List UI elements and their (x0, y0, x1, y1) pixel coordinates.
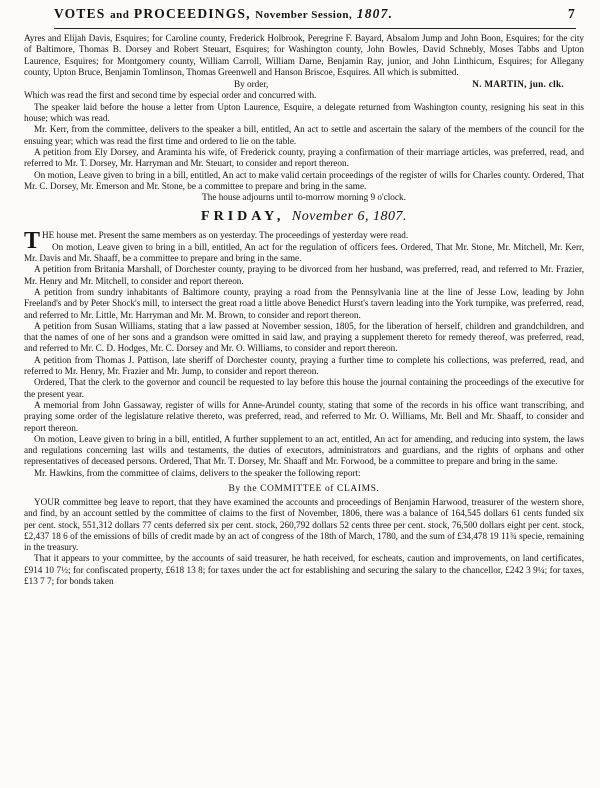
paragraph: That it appears to your committee, by the accounts of said treasurer, he hath received, for escheats, caution and improvements, on land certificates, £914 10 7½; for confiscated property, £618 13 8; for taxes under the act for establishing and securing the salary to the chancellor, £242 3 9¼; for taxes, £13 7 7; for bonds taken (24, 553, 584, 587)
header-and: and (110, 9, 130, 21)
paragraph: A petition from sundry inhabitants of Baltimore county, praying a road from the Pennsylvania line at the line of Jesse Low, leading by John Freeland's and by Peter Shock's mill, to intersect the great road a little above Benedict Hurst's tavern leading into the York turnpike, was preferred, read, and referred to Mr. Little, Mr. Harryman and Mr. M. Brown, to consider and report thereon. (24, 286, 584, 320)
paragraph: Mr. Kerr, from the committee, delivers to the speaker a bill, entitled, An act to settle and ascertain the salary of the members of the council for the ensuing year; which was read the first time and ordered to lie on the table. (24, 124, 584, 146)
day-date: November 6, 1807. (291, 209, 407, 225)
header-session: November Session, (255, 9, 353, 21)
day-name: FRIDAY, (201, 209, 285, 225)
paragraph: A petition from Ely Dorsey, and Araminta his wife, of Frederick county, praying a confirmation of their marriage articles, was preferred, read, and referred to Mr. T. Dorsey, Mr. Harryman and Mr. Steuart, to consider and report thereon. (24, 146, 584, 169)
paragraph: Ayres and Elijah Davis, Esquires; for Caroline county, Frederick Holbrook, Peregrine F. Bayard, Absalom Jump and John Boon, Esquires; for the city of Baltimore, Thomas B. Dorsey and Robert Steuart, Esquires; for Washington county, John Bowles, David Schnebly, Moses Tabbs and Upton Laurence, Esquires; for Montgomery county, William Carroll, William Darne, Benjamin Ray, junior, and John Linthicum, Esquires; for Allegany county, Upton Bruce, Benjamin Tomlinson, Thomas Greenwell and Hanson Briscoe, Esquires. All which is submitted. (24, 33, 584, 77)
paragraph: A petition from Susan Williams, stating that a law passed at November session, 1805, for the liberation of herself, children and grandchildren, and that the names of one of her sons and a grandson were omitted in said law, and praying a supplement thereto for remedy thereof, was preferred, read, and referred to Mr. C. D. Hodges, Mr. C. Dorsey and Mr. O. Williams, to consider and report thereon. (24, 320, 584, 354)
paragraph: Ordered, That the clerk to the governor and council be requested to lay before this house the journal containing the proceedings of the executive for the present year. (24, 377, 584, 399)
paragraph: A petition from Thomas J. Pattison, late sheriff of Dorchester county, praying a further time to complete his collections, was preferred, read, and referred to Mr. Henry, Mr. Frazier and Mr. Jump, to consider and report thereon. (24, 354, 584, 377)
day-heading (24, 209, 584, 225)
signoff (24, 79, 584, 90)
paragraph: A memorial from John Gassaway, register of wills for Anne-Arundel county, stating that some of the records in his office want transcribing, and praying some order of the legislature relative thereto, was preferred, read, and referred to Mr. O. Williams, Mr. Bell and Mr. Shaaff, to consider and report thereon. (24, 399, 584, 433)
by-order-text: By order, (234, 79, 269, 90)
header-proceedings: PROCEEDINGS, (133, 6, 251, 21)
paragraph: YOUR committee beg leave to report, that they have examined the accounts and proceedings of Benjamin Harwood, treasurer of the western shore, and find, by an account settled by the committee of claims to the first of November, 1806, there was a balance of 164,545 dollars 61 cents funded six per cent. stock, 551,312 dollars 77 cents deferred six per cent. stock, 260,792 dollars 52 cents three per cent. stock, 76,500 dollars eight per cent. stock, £2,437 18 6 of the emissions of bills of credit made by an act of congress of the 18th of March, 1780, and the sum of £34,478 19 11¾ specie, remaining in the treasury. (24, 496, 584, 553)
clerk-signature: N. MARTIN, jun. clk. (472, 79, 564, 90)
paragraph: On motion, Leave given to bring in a bill, entitled, An act for the regulation of officers fees. Ordered, That Mr. Stone, Mr. Mitchell, Mr. Kerr, Mr. Davis and Mr. Shaaff, be a committee to prepare and bring in the same. (24, 241, 584, 264)
drop-cap: T (24, 228, 41, 255)
paragraph: Mr. Hawkins, from the committee of claims, delivers to the speaker the following report: (34, 467, 361, 478)
adjournment-notice: The house adjourns until to-morrow morning 9 o'clock. (202, 192, 406, 203)
paragraph: A petition from Britania Marshall, of Dorchester county, praying to be divorced from her husband, was preferred, read, and referred to Mr. Frazier, Mr. Henry and Mr. Mitchell, to consider and report thereon. (24, 264, 584, 286)
header-votes: VOTES (54, 6, 106, 21)
page-number: 7 (568, 6, 576, 21)
paragraph: On motion, Leave given to bring in a bill, entitled, An act to make valid certain proceedings of the register of wills for Charles county. Ordered, That Mr. C. Dorsey, Mr. Emerson and Mr. Stone, be a committee to prepare and bring in the same. (24, 169, 584, 191)
paragraph: The speaker laid before the house a letter from Upton Laurence, Esquire, a delegate returned from Washington county, resigning his seat in this house; which was read. (24, 101, 584, 124)
header-year: 1807. (356, 6, 394, 21)
opening-text: HE house met. Present the same members as on yesterday. The proceedings of yesterday were read. (42, 230, 409, 241)
committee-heading: By the COMMITTEE of CLAIMS. (228, 483, 380, 494)
paragraph: Which was read the first and second time by especial order and concurred with. (24, 90, 317, 101)
running-header (54, 6, 576, 29)
paragraph: On motion, Leave given to bring in a bill, entitled, A further supplement to an act, entitled, An act for amending, and reducing into system, the laws and regulations concerning last wills and testaments, the duties of executors, administrators and guardians, and the rights of orphans and other representatives of deceased persons. Ordered, That Mr. T. Dorsey, Mr. Shaaff and Mr. Forwood, be a committee to prepare and bring in the same. (24, 433, 584, 467)
header-title (54, 6, 393, 22)
